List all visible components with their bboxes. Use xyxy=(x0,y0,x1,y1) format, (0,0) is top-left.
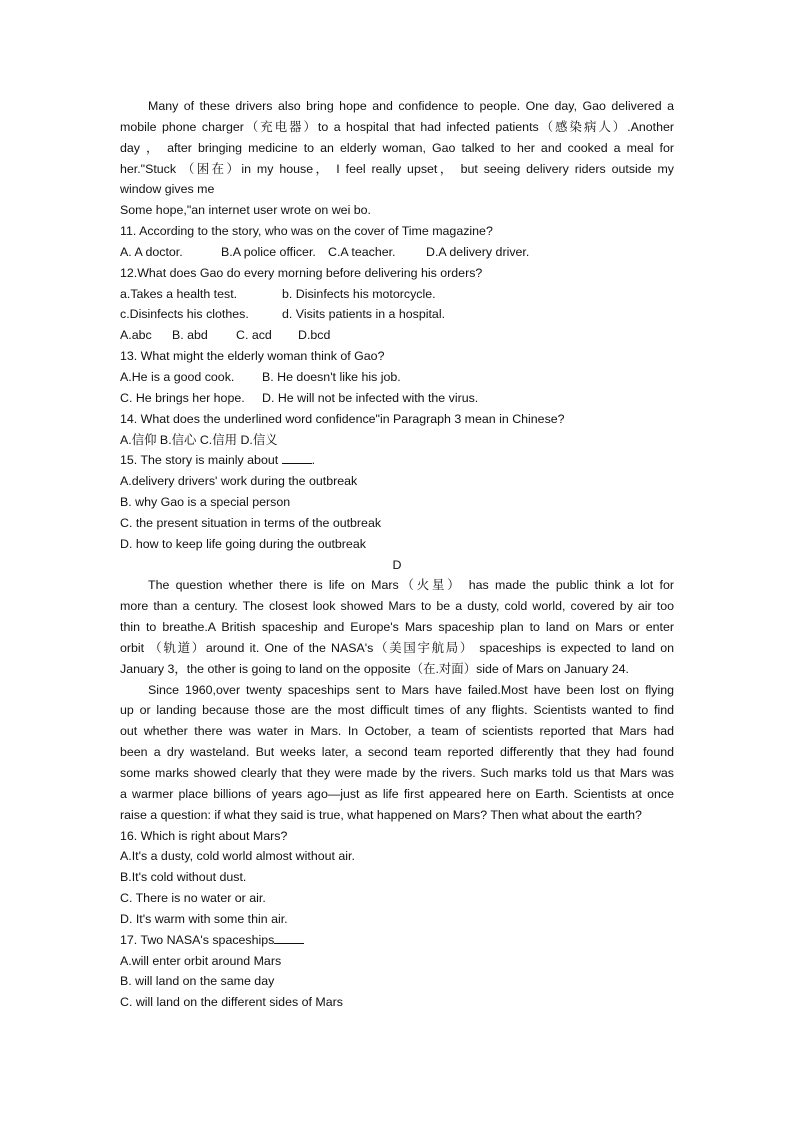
question-16-option-c: C. There is no water or air. xyxy=(120,891,266,906)
passage-d-line: up or landing because those are the most difficult times of any flights. Scientists wanted to find xyxy=(120,703,674,718)
passage-d-line: orbit （轨道）around it. One of the NASA's（美国宇航局） spaceships is expected to land on xyxy=(120,640,674,655)
passage-c-line: Many of these drivers also bring hope and confidence to people. One day, Gao delivered a xyxy=(148,99,674,113)
question-12-items xyxy=(120,284,674,305)
passage-d-line: raise a question: if what they said is true, what happened on Mars? Then what about the earth? xyxy=(120,807,642,822)
document-text xyxy=(120,96,674,1013)
item-b: b. Disinfects his motorcycle. xyxy=(282,286,436,301)
option-d: D.A delivery driver. xyxy=(426,244,530,259)
question-16-option-d: D. It's warm with some thin air. xyxy=(120,911,288,926)
passage-c-line: mobile phone charger（充电器）to a hospital that had infected patients（感染病人）.Another xyxy=(120,119,674,134)
question-15-stem-end: . xyxy=(311,453,316,468)
option-d: D. He will not be infected with the virus. xyxy=(262,390,479,405)
question-17-option-c: C. will land on the different sides of Mars xyxy=(120,995,343,1010)
answer-blank xyxy=(282,452,312,464)
item-d: d. Visits patients in a hospital. xyxy=(282,307,446,322)
option-a: A.He is a good cook. xyxy=(120,369,235,384)
question-14-options: A.信仰 B.信心 C.信用 D.信义 xyxy=(120,432,278,447)
question-11-options xyxy=(120,242,674,263)
option-c: C. He brings her hope. xyxy=(120,390,245,405)
item-a: a.Takes a health test. xyxy=(120,286,238,301)
question-17-option-a: A.will enter orbit around Mars xyxy=(120,953,282,968)
answer-blank xyxy=(274,932,304,944)
passage-c-line: day ， after bringing medicine to an elderly woman, Gao talked to her and cooked a meal for xyxy=(120,140,674,155)
option-b: B. He doesn't like his job. xyxy=(262,369,401,384)
question-15-option-b: B. why Gao is a special person xyxy=(120,495,291,510)
passage-c-line: Some hope,"an internet user wrote on wei bo. xyxy=(120,203,371,218)
option-b: B.A police officer. xyxy=(221,244,316,259)
passage-d-line: some marks showed clearly that they were made by the rivers. Such marks told us that Mars was xyxy=(120,766,674,780)
question-16-option-a: A.It's a dusty, cold world almost without air. xyxy=(120,849,355,864)
option-c: C. acd xyxy=(236,328,272,343)
question-12-stem: 12.What does Gao do every morning before delivering his orders? xyxy=(120,265,483,280)
question-11-stem: 11. According to the story, who was on the cover of Time magazine? xyxy=(120,224,493,239)
passage-d-line: thin to breathe.A British spaceship and Europe's Mars spaceship plan to land on Mars or enter xyxy=(120,620,674,635)
option-c: C.A teacher. xyxy=(328,244,396,259)
question-15-stem xyxy=(120,450,674,471)
question-13-stem: 13. What might the elderly woman think of Gao? xyxy=(120,349,385,364)
passage-c-line: her."Stuck （困在）in my house， I feel really upset， but seeing delivery riders outside my xyxy=(120,161,674,176)
option-a: A. A doctor. xyxy=(120,244,183,259)
question-17-option-b: B. will land on the same day xyxy=(120,974,275,989)
question-15-option-d: D. how to keep life going during the outbreak xyxy=(120,536,366,551)
passage-d-line: a warmer place billions of years ago—just as life first appeared here on Earth. Scientists at once xyxy=(120,786,674,801)
section-heading-d: D xyxy=(392,557,402,572)
question-16-option-b: B.It's cold without dust. xyxy=(120,870,247,885)
question-13-options xyxy=(120,367,674,388)
passage-d-line: more than a century. The closest look showed Mars to be a dusty, cold world, covered by air too xyxy=(120,599,674,614)
passage-d-line: The question whether there is life on Mars（火星） has made the public think a lot for xyxy=(148,578,674,593)
question-12-items xyxy=(120,304,674,325)
question-15-stem-text: 15. The story is mainly about xyxy=(120,453,282,468)
item-c: c.Disinfects his clothes. xyxy=(120,307,249,322)
option-b: B. abd xyxy=(172,328,208,343)
question-14-stem: 14. What does the underlined word confidence"in Paragraph 3 mean in Chinese? xyxy=(120,411,565,426)
passage-c-line: window gives me xyxy=(120,182,215,197)
question-12-options xyxy=(120,325,674,346)
question-17-stem xyxy=(120,930,674,951)
question-16-stem: 16. Which is right about Mars? xyxy=(120,828,288,843)
question-15-option-c: C. the present situation in terms of the outbreak xyxy=(120,515,382,530)
passage-d-line: Since 1960,over twenty spaceships sent to Mars have failed.Most have been lost on flying xyxy=(148,682,674,697)
passage-d-line: January 3，the other is going to land on the opposite（在.对面）side of Mars on January 24. xyxy=(120,661,629,676)
question-15-option-a: A.delivery drivers' work during the outbreak xyxy=(120,474,358,489)
passage-d-line: out whether there was water in Mars. In October, a team of scientists reported that Mars had xyxy=(120,724,674,739)
option-a: A.abc xyxy=(120,328,152,343)
question-17-stem-text: 17. Two NASA's spaceships xyxy=(120,932,275,947)
passage-d-line: been a dry wasteland. But weeks later, a second team reported differently that they had found xyxy=(120,745,674,760)
option-d: D.bcd xyxy=(298,328,331,343)
question-13-options xyxy=(120,388,674,409)
